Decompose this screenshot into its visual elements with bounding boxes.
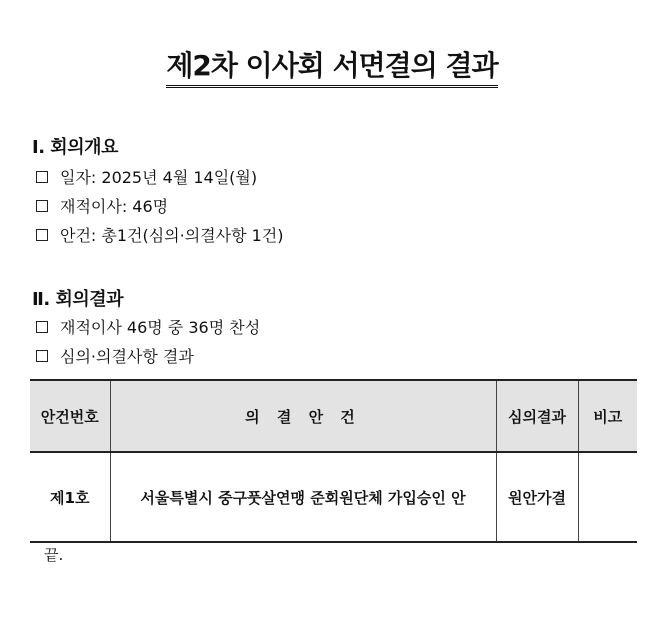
cell-remarks [578,452,637,542]
cell-agenda-number: 제1호 [30,452,110,542]
section-heading-results: Ⅱ. 회의결과 [32,289,124,310]
results-item-text: 재적이사 46명 중 36명 찬성 [60,318,261,337]
results-item-outcome [36,344,194,367]
overview-item-date [36,165,257,188]
checkbox-bullet-icon [36,171,48,183]
section-heading-overview: Ⅰ. 회의개요 [32,137,118,158]
table-header-row [30,380,637,452]
checkbox-bullet-icon [36,321,48,333]
overview-item-text: 재적이사: 46명 [60,197,169,216]
cell-review-result: 원안가결 [496,452,578,542]
overview-item-text: 일자: 2025년 4월 14일(월) [60,168,258,187]
table-row [30,452,637,542]
overview-item-members [36,194,168,217]
overview-item-agenda [36,223,284,246]
resolution-table [30,379,637,543]
header-agenda-number: 안건번호 [30,380,110,452]
checkbox-bullet-icon [36,229,48,241]
document-title-text: 제2차 이사회 서면결의 결과 [166,48,497,88]
results-item-text: 심의·의결사항 결과 [60,347,194,366]
checkbox-bullet-icon [36,200,48,212]
results-item-vote [36,315,260,338]
document-end-mark: 끝. [44,546,64,564]
overview-item-text: 안건: 총1건(심의·의결사항 1건) [60,226,284,245]
document-title [0,48,664,88]
header-review-result: 심의결과 [496,380,578,452]
header-remarks: 비고 [578,380,637,452]
checkbox-bullet-icon [36,350,48,362]
header-agenda-title: 의 결 안 건 [110,380,496,452]
cell-agenda-title: 서울특별시 중구풋살연맹 준회원단체 가입승인 안 [110,452,496,542]
